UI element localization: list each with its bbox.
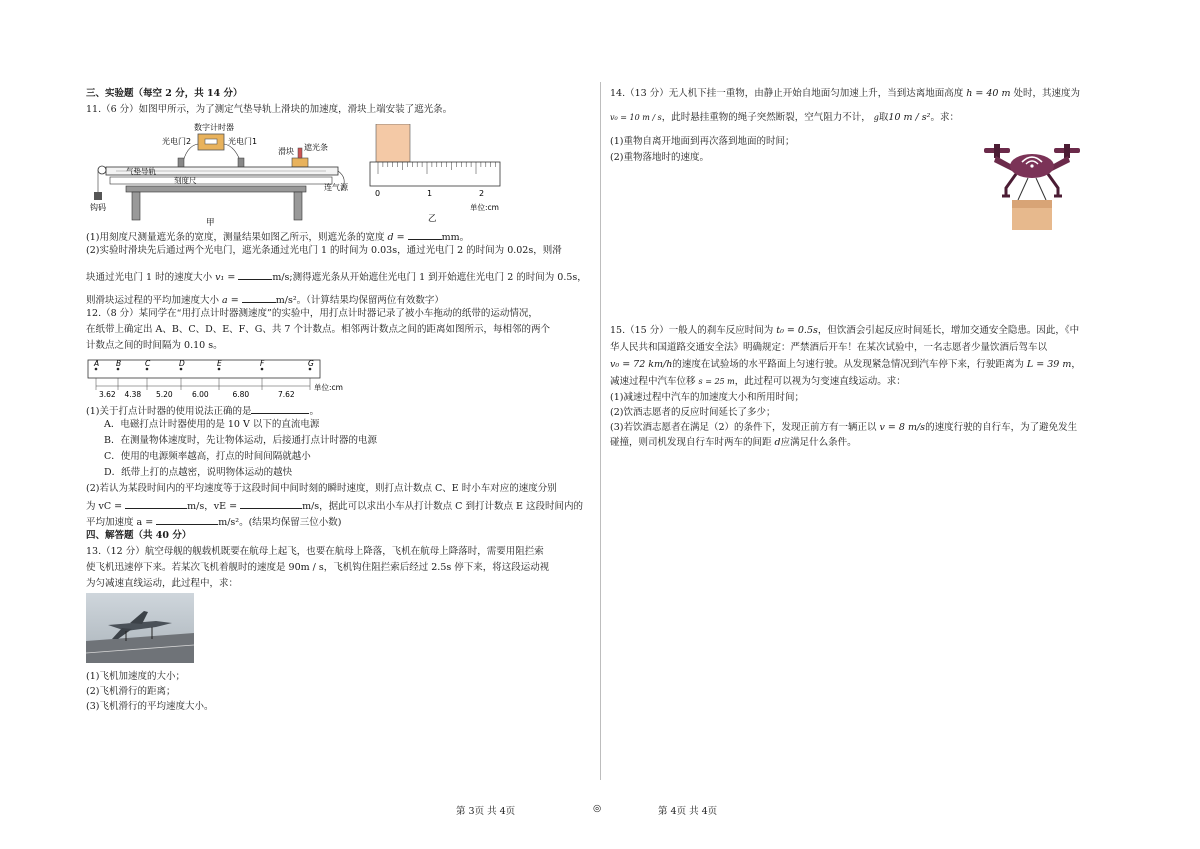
q15-s3-rest: 的速度行驶的自行车，为了避免发生 <box>925 422 1078 433</box>
q12-ve-blank[interactable] <box>240 498 302 509</box>
q14-g-value: 10 m / s² <box>888 112 931 123</box>
q15-l1-text: 15.（15 分）一般人的刹车反应时间为 <box>610 325 774 336</box>
q12-s1-text: (1)关于打点计时器的使用说法正确的是 <box>86 406 252 417</box>
weight-label: 钩码 <box>90 203 106 212</box>
q11-d-blank[interactable] <box>408 229 442 240</box>
q11-part1 <box>86 229 469 244</box>
q14-v0: v₀ = 10 m / s <box>610 113 662 122</box>
q15-l1-rest: ，但饮酒会引起反应时间延长，增加交通安全隐患。因此，《中 <box>817 325 1080 336</box>
drone-illustration <box>978 140 1086 232</box>
q11-p3-rest: m/s;测得遮光条从开始遮住光电门 1 到开始遮住光电门 2 的时间为 0.5s， <box>272 272 587 283</box>
q12-line2: 在纸带上确定出 A、B、C、D、E、F、G、共 7 个计数点。相邻两计数点之间的距离如图所示，每相邻的两个 <box>86 324 550 335</box>
q11-p1-unit: mm。 <box>441 232 470 243</box>
q15-s4-rest: 应满足什么条件。 <box>780 437 857 448</box>
slider-label: 滑块 <box>278 147 294 156</box>
q12-s1-blank[interactable] <box>251 403 309 414</box>
paper-tape-figure <box>86 354 356 400</box>
fig-jia-caption: 甲 <box>206 218 215 226</box>
q15-d: d <box>774 437 781 448</box>
q12-line3: 计数点之间的时间隔为 0.10 s。 <box>86 340 223 351</box>
q15-v: v = 8 m/s <box>879 422 926 433</box>
q15-line3 <box>610 359 1081 371</box>
tape-point <box>146 368 149 371</box>
tape-distance-label: 6.80 <box>232 390 250 399</box>
q12-line1: 12.（8 分）某同学在“用打点计时器测速度”的实验中，用打点计时器记录了被小车拖动的纸带的运动情况， <box>86 308 538 319</box>
page-4-footer: 第 4页 共 4页 <box>658 806 718 817</box>
q12-vc-blank[interactable] <box>125 498 187 509</box>
q14-line1 <box>610 88 1080 100</box>
q11-part3 <box>86 269 587 284</box>
q12-a-blank[interactable] <box>156 514 218 525</box>
q14-sub1: (1)重物自离开地面到再次落到地面的时间； <box>610 136 795 147</box>
q13-line1: 13.（12 分）航空母舰的舰载机既要在航母上起飞，也要在航母上降落，飞机在航母上降落时，需要用阻拦索 <box>86 546 544 557</box>
q15-s: s = 25 m <box>698 377 735 386</box>
q12-sub1 <box>86 403 319 418</box>
q11-p4-rest: m/s²。（计算结果均保留两位有效数字） <box>275 295 444 306</box>
q11-v1-symbol: v₁ = <box>215 272 236 283</box>
q12-vc-label: 为 vC = <box>86 501 123 512</box>
ruler-unit: 单位:cm <box>470 203 499 212</box>
q15-s4-text: 碰撞，则司机发现自行车时两车的间距 <box>610 437 772 448</box>
q13-line2: 使飞机迅速停下来。若某次飞机着舰时的速度是 90m / s，飞机钩住阻拦索后经过 2.5s 停下来，将这段运动视 <box>86 562 550 573</box>
tape-distance-label: 3.62 <box>99 390 116 399</box>
q15-v0: v₀ = 72 km/h <box>610 359 673 370</box>
q12-option-b: B．在测量物体速度时，先让物体运动，后接通打点计时器的电源 <box>104 435 377 446</box>
timer-label: 数字计时器 <box>194 123 234 132</box>
tape-point <box>261 368 264 371</box>
tape-point-label: E <box>217 359 222 368</box>
gate2-label: 光电门2 <box>162 137 192 146</box>
tape-point <box>309 368 312 371</box>
q12-a-unit: m/s²。(结果均保留三位小数) <box>218 517 342 528</box>
q11-part4 <box>86 292 444 307</box>
tape-point-label: B <box>116 359 122 368</box>
q13-sub2: (2)飞机滑行的距离； <box>86 686 176 697</box>
q13-sub3: (3)飞机滑行的平均速度大小。 <box>86 701 214 712</box>
q11-d-symbol: d = <box>387 232 405 243</box>
q11-p1-text: (1)用刻度尺测量遮光条的宽度，测量结果如图乙所示，则遮光条的宽度 <box>86 232 385 243</box>
q11-part2: (2)实验时滑块先后通过两个光电门，遮光条通过光电门 1 的时间为 0.03s，通过光电门 2 的时间为 0.02s，则滑 <box>86 245 562 256</box>
q14-l2-text: ，此时悬挂重物的绳子突然断裂，空气阻力不计， <box>661 112 871 123</box>
q15-s3-text: (3)若饮酒志愿者在满足（2）的条件下，发现正前方有一辆正以 <box>610 422 877 433</box>
q12-sub2-line2 <box>86 498 583 513</box>
q14-l2-end: 。求： <box>930 112 959 123</box>
tape-point-label: G <box>308 359 314 368</box>
air-source-label: 连气源 <box>324 183 348 192</box>
q12-option-a: A．电磁打点计时器使用的是 10 V 以下的直流电源 <box>104 419 320 430</box>
tape-unit: 单位:cm <box>314 383 343 392</box>
ruler-tick-1: 1 <box>427 189 433 198</box>
q13-line3: 为匀减速直线运动，此过程中，求： <box>86 578 239 589</box>
tape-point <box>117 368 120 371</box>
q14-sub2: (2)重物落地时的速度。 <box>610 152 709 163</box>
air-track-figure <box>86 118 358 226</box>
section-4-title: 四、解答题（共 40 分） <box>86 530 192 541</box>
page-3-footer: 第 3页 共 4页 <box>456 806 516 817</box>
q13-sub1: (1)飞机加速度的大小； <box>86 671 185 682</box>
page-divider <box>600 82 601 780</box>
ruler-tick-0: 0 <box>375 189 381 198</box>
q12-ve-label: m/s，vE = <box>187 501 238 512</box>
section-3-title: 三、实验题（每空 2 分，共 14 分） <box>86 88 243 99</box>
tape-distance-label: 7.62 <box>278 390 295 399</box>
tape-point <box>180 368 183 371</box>
shade-label: 遮光条 <box>304 143 328 152</box>
q12-sub2-line1: (2)若认为某段时间内的平均速度等于这段时间中间时刻的瞬时速度，则打点计数点 C、E 时小车对应的速度分别 <box>86 483 557 494</box>
q12-sub2-line3 <box>86 514 342 529</box>
q11-v1-blank[interactable] <box>238 269 272 280</box>
q12-a-label: 平均加速度 a = <box>86 517 154 528</box>
q14-l1-text: 14.（13 分）无人机下挂一重物，由静止开始自地面匀加速上升，当到达离地面高度 <box>610 88 964 99</box>
tape-point-label: A <box>94 359 100 368</box>
q15-line4 <box>610 376 906 388</box>
q14-l2-take: 取 <box>878 112 889 123</box>
q12-option-d: D．纸带上打的点越密，说明物体运动的越快 <box>104 467 293 478</box>
q15-sub3-cont <box>610 437 857 449</box>
q15-L: L = 39 m <box>1026 359 1072 370</box>
ruler-label: 刻度尺 <box>174 176 197 185</box>
q14-line2 <box>610 112 959 124</box>
gate1-label: 光电门1 <box>228 137 258 146</box>
tape-distance-label: 5.20 <box>156 390 173 399</box>
tape-distance-label: 6.00 <box>192 390 209 399</box>
q15-l4-rest: ，此过程可以视为匀变速直线运动。求： <box>734 376 906 387</box>
q14-height: h = 40 m <box>966 88 1011 99</box>
ruler-figure <box>366 124 506 226</box>
q15-line2: 华人民共和国道路交通安全法》明确规定：严禁酒后开车！在某次试验中，一名志愿者少量饮酒后驾车以 <box>610 342 1048 353</box>
tape-point-label: C <box>145 359 151 368</box>
q11-a-symbol: a = <box>222 295 239 306</box>
tape-point <box>218 368 221 371</box>
q15-sub1: (1)减速过程中汽车的加速度大小和所用时间； <box>610 392 804 403</box>
fig-yi-caption: 乙 <box>428 214 437 224</box>
q11-p4-text: 则滑块运过程的平均加速度大小 <box>86 295 220 306</box>
q11-stem: 11.（6 分）如图甲所示，为了测定气垫导轨上滑块的加速度，滑块上端安装了遮光条。 <box>86 104 453 115</box>
q12-option-c: C．使用的电源频率越高，打点的时间间隔就越小 <box>104 451 311 462</box>
tape-point-label: F <box>260 359 265 368</box>
tape-point <box>95 368 98 371</box>
tape-point-label: D <box>179 359 185 368</box>
q15-t0: t₀ = 0.5s <box>776 325 818 336</box>
q11-p3-text: 块通过光电门 1 时的速度大小 <box>86 272 213 283</box>
q14-g: g <box>873 113 879 122</box>
q15-sub2: (2)饮酒志愿者的反应时间延长了多少； <box>610 407 776 418</box>
q12-s2-rest: m/s，据此可以求出小车从打计数点 C 到打计数点 E 这段时间内的 <box>302 501 583 512</box>
q15-l4-text: 减速过程中汽车位移 <box>610 376 696 387</box>
center-mark: ◎ <box>593 803 602 814</box>
tape-distance-label: 4.38 <box>124 390 142 399</box>
q15-l3-end: ， <box>1071 359 1081 370</box>
q15-line1 <box>610 325 1079 337</box>
q15-sub3 <box>610 422 1077 434</box>
q14-l1-rest: 处时，其速度为 <box>1013 88 1081 99</box>
jet-landing-photo <box>86 593 194 663</box>
rail-label: 气垫导轨 <box>126 167 156 176</box>
q11-a-blank[interactable] <box>242 292 276 303</box>
q12-s1-end: 。 <box>309 406 319 417</box>
q15-l3-text: 的速度在试验场的水平路面上匀速行驶。从发现紧急情况到汽车停下来，行驶距离为 <box>672 359 1024 370</box>
ruler-tick-2: 2 <box>479 189 485 198</box>
